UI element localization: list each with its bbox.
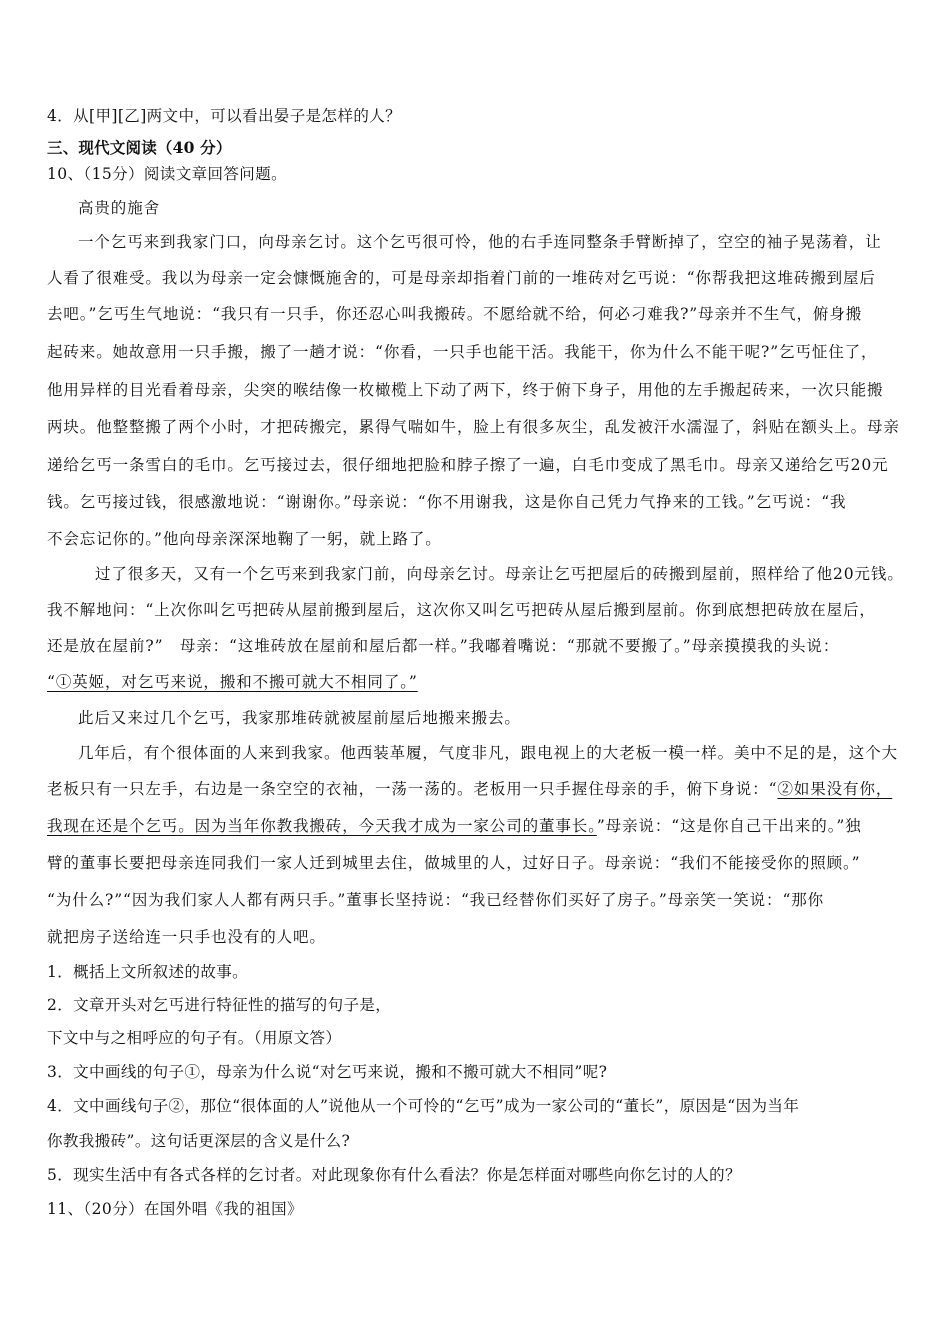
article-line: 还是放在屋前?” 母亲：“这堆砖放在屋前和屋后都一样。”我嘟着嘴说：“那就不要搬了。”母亲摸摸我的头说： — [47, 637, 840, 655]
question-10-3: 3．文中画线的句子①，母亲为什么说“对乞丐来说，搬和不搬可就大不相同”呢? — [47, 1063, 608, 1081]
question-10-5: 5．现实生活中有各式各样的乞讨者。对此现象你有什么看法？你是怎样面对哪些向你乞讨的人的？ — [47, 1166, 741, 1184]
article-line: “为什么?”“因为我们家人人都有两只手。”董事长坚持说：“我已经替你们买好了房子。”母亲笑一笑说：“那你 — [47, 891, 825, 909]
article-line: 过了很多天，又有一个乞丐来到我家门前，向母亲乞讨。母亲让乞丐把屋后的砖搬到屋前，照样给了他20元钱。 — [95, 565, 904, 583]
article-line: 两块。他整整搬了两个小时，才把砖搬完，累得气喘如牛，脸上有很多灰尘，乱发被汗水濡湿了，斜贴在额头上。母亲 — [47, 418, 900, 436]
article-text: ”母亲说：“这是你自己干出来的。”独 — [596, 817, 862, 835]
article-line: 我不解地问：“上次你叫乞丐把砖从屋前搬到屋后，这次你又叫乞丐把砖从屋后搬到屋前。你到底想把砖放在屋后， — [47, 601, 876, 619]
article-line: 起砖来。她故意用一只手搬，搬了一趟才说：“你看，一只手也能干活。我能干，你为什么不能干呢?”乞丐怔住了， — [47, 343, 878, 361]
question-10-2-cont: 下文中与之相呼应的句子有。（用原文答） — [47, 1029, 342, 1047]
article-line — [47, 814, 862, 836]
article-line: 一个乞丐来到我家门口，向母亲乞讨。这个乞丐很可怜，他的右手连同整条手臂断掉了，空空的袖子晃荡着，让 — [78, 233, 882, 251]
article-line: 他用异样的目光看着母亲，尖突的喉结像一枚橄榄上下动了两下，终于俯下身子，用他的左手搬起砖来，一次只能搬 — [47, 381, 884, 399]
article-text: 老板只有一只左手，右边是一条空空的衣袖，一荡一荡的。老板用一只手握住母亲的手，俯下身说：“ — [47, 780, 778, 798]
article-line: 就把房子送给连一只手也没有的人吧。 — [47, 928, 326, 946]
article-line: 钱。乞丐接过钱，很感激地说：“谢谢你。”母亲说：“你不用谢我，这是你自己凭力气挣来的工钱。”乞丐说：“我 — [47, 493, 847, 511]
question-10-1: 1．概括上文所叙述的故事。 — [47, 963, 249, 981]
article-line — [47, 777, 892, 799]
question-10-2: 2．文章开头对乞丐进行特征性的描写的句子是， — [47, 996, 392, 1014]
underlined-sentence-2-end: 我现在还是个乞丐。因为当年你教我搬砖，今天我才成为一家公司的董事长。 — [47, 817, 597, 835]
article-line: 此后又来过几个乞丐，我家那堆砖就被屋前屋后地搬来搬去。 — [78, 709, 521, 727]
underlined-sentence-2-start: ②如果没有你， — [777, 780, 893, 798]
article-line: 臂的董事长要把母亲连同我们一家人迁到城里去住，做城里的人，过好日子。母亲说：“我们不能接受你的照顾。” — [47, 854, 861, 872]
question-10-header: 10、（15分）阅读文章回答问题。 — [47, 165, 287, 183]
article-line: 递给乞丐一条雪白的毛巾。乞丐接过去，很仔细地把脸和脖子擦了一遍，白毛巾变成了黑毛巾。母亲又递给乞丐20元 — [47, 456, 889, 474]
article-line: 不会忘记你的。”他向母亲深深地鞠了一躬，就上路了。 — [47, 530, 442, 548]
article-line: 几年后，有个很体面的人来到我家。他西装革履，气度非凡，跟电视上的大老板一模一样。美中不足的是，这个大 — [78, 744, 899, 762]
section-3-title: 三、现代文阅读（40 分） — [47, 138, 232, 157]
article-line: 人看了很难受。我以为母亲一定会慷慨施舍的，可是母亲却指着门前的一堆砖对乞丐说：“你帮我把这堆砖搬到屋后 — [47, 269, 876, 287]
question-11-header: 11、（20分）在国外唱《我的祖国》 — [47, 1200, 303, 1218]
question-10-4: 4．文中画线句子②，那位“很体面的人”说他从一个可怜的“乞丐”成为一家公司的“董长”，原因是“因为当年 — [47, 1097, 800, 1115]
question-10-4-cont: 你教我搬砖”。这句话更深层的含义是什么? — [47, 1132, 351, 1150]
article-line: 去吧。”乞丐生气地说：“我只有一只手，你还忍心叫我搬砖。不愿给就不给，何必刁难我?”母亲并不生气，俯身搬 — [47, 305, 863, 323]
underlined-sentence-1: “①英姬，对乞丐来说，搬和不搬可就大不相同了。” — [47, 673, 418, 691]
question-9-4: 4．从[甲][乙]两文中，可以看出晏子是怎样的人？ — [47, 107, 402, 125]
article-title: 高贵的施舍 — [78, 199, 161, 217]
